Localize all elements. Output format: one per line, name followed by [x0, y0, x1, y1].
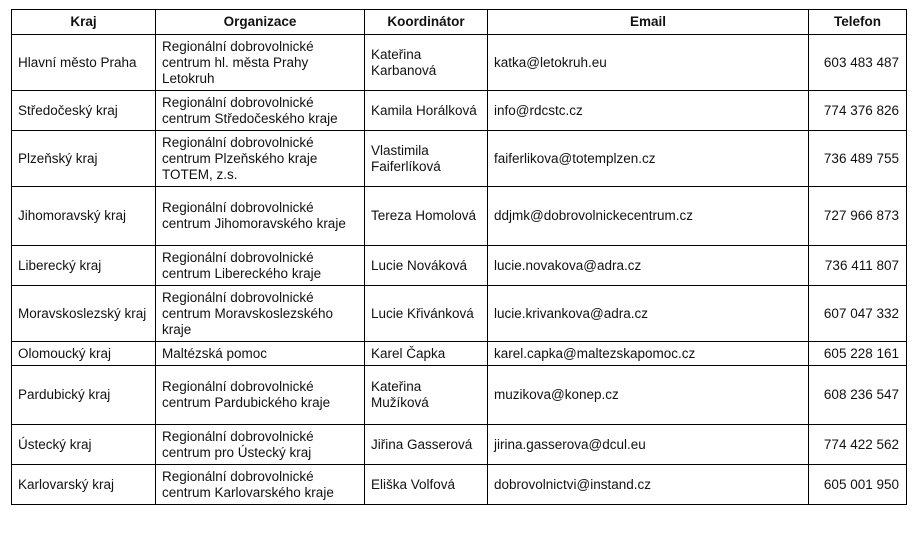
cell-email: ddjmk@dobrovolnickecentrum.cz: [488, 187, 809, 246]
cell-email: jirina.gasserova@dcul.eu: [488, 425, 809, 465]
cell-kraj: Hlavní město Praha: [12, 35, 156, 91]
header-kraj: Kraj: [12, 10, 156, 35]
header-email: Email: [488, 10, 809, 35]
cell-telefon: 608 236 547: [809, 366, 907, 425]
cell-kraj: Ústecký kraj: [12, 425, 156, 465]
cell-koordinator: Lucie Křivánková: [365, 286, 488, 342]
cell-organizace: Regionální dobrovolnické centrum Pardubického kraje: [156, 366, 365, 425]
cell-kraj: Středočeský kraj: [12, 91, 156, 131]
header-telefon: Telefon: [809, 10, 907, 35]
table-row: [12, 91, 907, 131]
cell-kraj: Pardubický kraj: [12, 366, 156, 425]
table-row: [12, 131, 907, 187]
header-koordinator: Koordinátor: [365, 10, 488, 35]
table-row: [12, 366, 907, 425]
cell-email: faiferlikova@totemplzen.cz: [488, 131, 809, 187]
cell-telefon: 774 376 826: [809, 91, 907, 131]
cell-koordinator: Vlastimila Faiferlíková: [365, 131, 488, 187]
cell-kraj: Plzeňský kraj: [12, 131, 156, 187]
cell-kraj: Moravskoslezský kraj: [12, 286, 156, 342]
coordinators-table: [11, 9, 907, 505]
cell-telefon: 607 047 332: [809, 286, 907, 342]
table-row: [12, 465, 907, 505]
cell-organizace: Regionální dobrovolnické centrum Karlovarského kraje: [156, 465, 365, 505]
cell-organizace: Regionální dobrovolnické centrum hl. města Prahy Letokruh: [156, 35, 365, 91]
cell-telefon: 774 422 562: [809, 425, 907, 465]
table-row: [12, 187, 907, 246]
cell-email: lucie.novakova@adra.cz: [488, 246, 809, 286]
cell-email: katka@letokruh.eu: [488, 35, 809, 91]
cell-email: lucie.krivankova@adra.cz: [488, 286, 809, 342]
table-row: [12, 35, 907, 91]
header-organizace: Organizace: [156, 10, 365, 35]
cell-koordinator: Jiřina Gasserová: [365, 425, 488, 465]
cell-kraj: Jihomoravský kraj: [12, 187, 156, 246]
table-row: [12, 342, 907, 366]
cell-telefon: 603 483 487: [809, 35, 907, 91]
cell-kraj: Liberecký kraj: [12, 246, 156, 286]
table-row: [12, 425, 907, 465]
cell-kraj: Karlovarský kraj: [12, 465, 156, 505]
cell-organizace: Maltézská pomoc: [156, 342, 365, 366]
table-row: [12, 286, 907, 342]
cell-organizace: Regionální dobrovolnické centrum Moravskoslezského kraje: [156, 286, 365, 342]
cell-koordinator: Eliška Volfová: [365, 465, 488, 505]
cell-telefon: 736 411 807: [809, 246, 907, 286]
cell-koordinator: Tereza Homolová: [365, 187, 488, 246]
cell-koordinator: Kateřina Mužíková: [365, 366, 488, 425]
cell-telefon: 736 489 755: [809, 131, 907, 187]
cell-koordinator: Kamila Horálková: [365, 91, 488, 131]
cell-email: muzikova@konep.cz: [488, 366, 809, 425]
cell-email: dobrovolnictvi@instand.cz: [488, 465, 809, 505]
cell-organizace: Regionální dobrovolnické centrum Jihomoravského kraje: [156, 187, 365, 246]
cell-koordinator: Kateřina Karbanová: [365, 35, 488, 91]
table-row: [12, 246, 907, 286]
cell-telefon: 605 001 950: [809, 465, 907, 505]
coordinators-table-wrapper: [11, 9, 907, 505]
cell-email: info@rdcstc.cz: [488, 91, 809, 131]
cell-telefon: 605 228 161: [809, 342, 907, 366]
cell-organizace: Regionální dobrovolnické centrum pro Ústecký kraj: [156, 425, 365, 465]
cell-koordinator: Karel Čapka: [365, 342, 488, 366]
cell-organizace: Regionální dobrovolnické centrum Středočeského kraje: [156, 91, 365, 131]
cell-kraj: Olomoucký kraj: [12, 342, 156, 366]
cell-telefon: 727 966 873: [809, 187, 907, 246]
table-header-row: [12, 10, 907, 35]
cell-email: karel.capka@maltezskapomoc.cz: [488, 342, 809, 366]
cell-organizace: Regionální dobrovolnické centrum Plzeňského kraje TOTEM, z.s.: [156, 131, 365, 187]
cell-organizace: Regionální dobrovolnické centrum Libereckého kraje: [156, 246, 365, 286]
cell-koordinator: Lucie Nováková: [365, 246, 488, 286]
